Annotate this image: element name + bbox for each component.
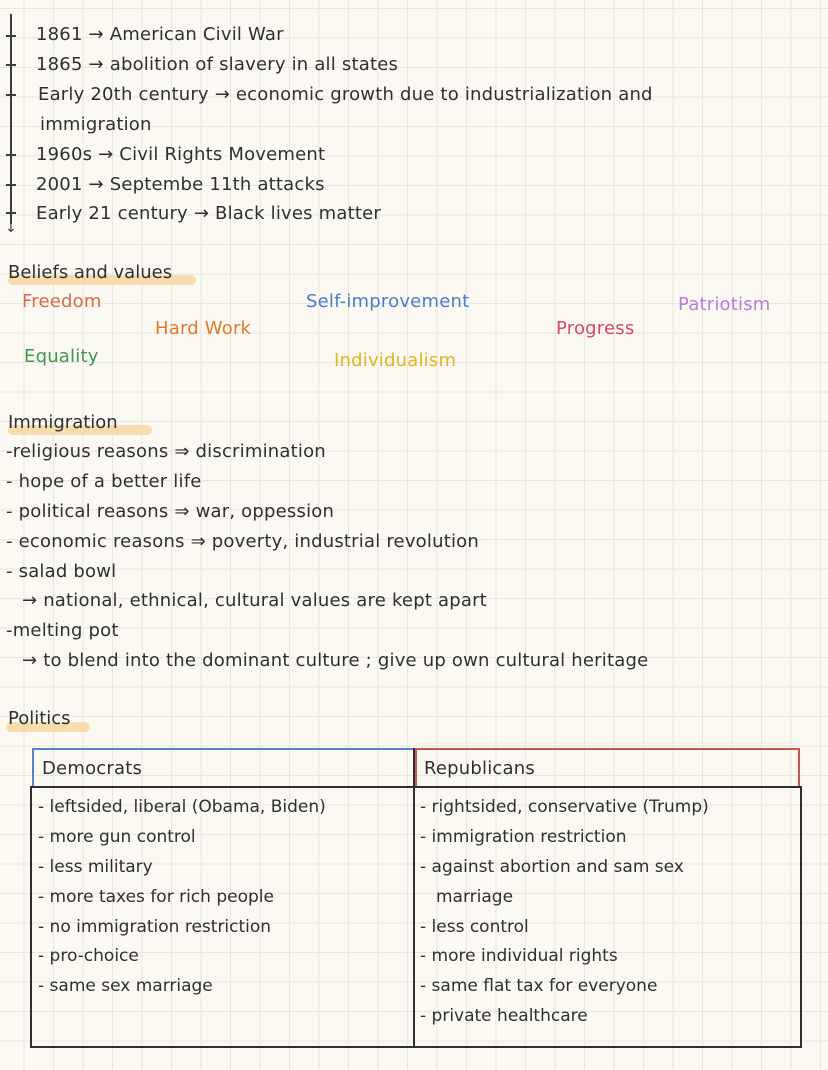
value-equality: Equality bbox=[24, 346, 99, 367]
republicans-item: - immigration restriction bbox=[420, 827, 627, 847]
democrats-item: - pro-choice bbox=[38, 946, 139, 966]
politics-heading: Politics bbox=[8, 708, 71, 729]
republicans-item: - less control bbox=[420, 917, 529, 937]
democrats-item: - less military bbox=[38, 857, 153, 877]
timeline-entry: Early 21 century → Black lives matter bbox=[36, 203, 382, 224]
immigration-line: → to blend into the dominant culture ; give up own cultural heritage bbox=[22, 650, 649, 671]
democrats-item: - more taxes for rich people bbox=[38, 887, 274, 907]
republicans-title: Republicans bbox=[424, 758, 535, 779]
immigration-line: - hope of a better life bbox=[6, 471, 202, 492]
republicans-item: marriage bbox=[436, 887, 514, 907]
timeline-tick bbox=[6, 94, 16, 96]
democrats-item: - more gun control bbox=[38, 827, 196, 847]
timeline-entry: 2001 → Septembe 11th attacks bbox=[36, 174, 325, 195]
immigration-line: - salad bowl bbox=[6, 561, 117, 582]
republicans-item: - private healthcare bbox=[420, 1006, 588, 1026]
timeline-axis bbox=[10, 14, 12, 224]
democrats-item: - no immigration restriction bbox=[38, 917, 272, 937]
value-freedom: Freedom bbox=[22, 291, 102, 312]
democrats-title: Democrats bbox=[42, 758, 143, 779]
timeline-tick bbox=[6, 154, 16, 156]
arrow-down-icon: ↓ bbox=[5, 220, 17, 236]
timeline-tick bbox=[6, 64, 16, 66]
timeline-entry: Early 20th century → economic growth due to industrialization and bbox=[38, 84, 653, 105]
immigration-line: -melting pot bbox=[6, 620, 119, 641]
republicans-item: - rightsided, conservative (Trump) bbox=[420, 797, 709, 817]
beliefs-heading: Beliefs and values bbox=[8, 262, 173, 283]
timeline-entry: 1861 → American Civil War bbox=[36, 24, 284, 45]
timeline-tick bbox=[6, 184, 16, 186]
value-progress: Progress bbox=[556, 318, 635, 339]
value-patriotism: Patriotism bbox=[678, 294, 771, 315]
republicans-item: - same flat tax for everyone bbox=[420, 976, 658, 996]
democrats-item: - same sex marriage bbox=[38, 976, 213, 996]
timeline-tick bbox=[6, 212, 16, 214]
timeline-entry: 1865 → abolition of slavery in all states bbox=[36, 54, 399, 75]
timeline-entry: immigration bbox=[40, 114, 152, 135]
democrats-item: - leftsided, liberal (Obama, Biden) bbox=[38, 797, 326, 817]
immigration-line: - political reasons ⇒ war, oppession bbox=[6, 501, 335, 522]
value-self-improvement: Self-improvement bbox=[306, 291, 470, 312]
republicans-item: - more individual rights bbox=[420, 946, 618, 966]
immigration-line: - economic reasons ⇒ poverty, industrial revolution bbox=[6, 531, 479, 552]
immigration-line: -religious reasons ⇒ discrimination bbox=[6, 441, 326, 462]
immigration-line: → national, ethnical, cultural values are kept apart bbox=[22, 590, 487, 611]
value-individualism: Individualism bbox=[334, 350, 457, 371]
value-hard-work: Hard Work bbox=[155, 318, 252, 339]
immigration-heading: Immigration bbox=[8, 412, 118, 433]
timeline-tick bbox=[6, 35, 16, 37]
republicans-item: - against abortion and sam sex bbox=[420, 857, 684, 877]
timeline-entry: 1960s → Civil Rights Movement bbox=[36, 144, 326, 165]
table-column-divider bbox=[413, 748, 415, 1046]
